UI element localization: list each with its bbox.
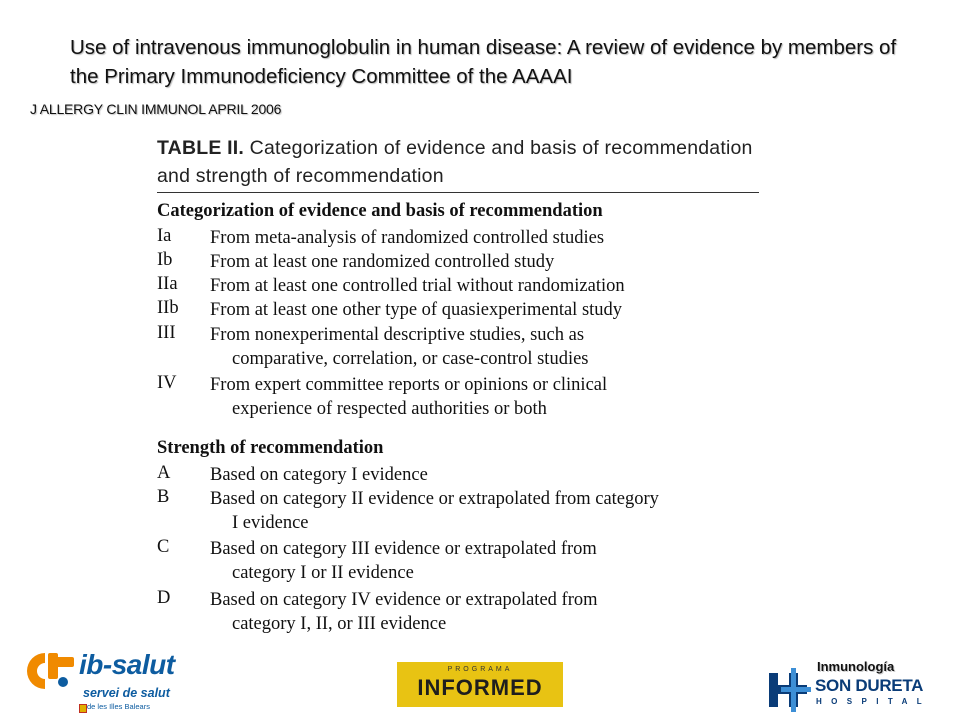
row-code: III <box>157 323 176 343</box>
hospital-name: SON DURETA <box>815 676 924 695</box>
row-text <box>210 250 770 274</box>
section-title-strength: Strength of recommendation <box>157 438 384 458</box>
row-line: From at least one controlled trial without randomization <box>210 276 625 296</box>
row-code: A <box>157 463 171 483</box>
informed-programa-label: PROGRAMA <box>447 666 513 673</box>
ibsalut-symbol-icon <box>15 649 77 693</box>
row-text <box>210 373 770 421</box>
row-line: From expert committee reports or opinions or clinical <box>210 375 608 395</box>
row-line-continued: category I, II, or III evidence <box>232 614 447 634</box>
row-line: Based on category II evidence or extrapolated from category <box>210 489 659 509</box>
row-text <box>210 226 770 250</box>
balearic-flag-icon <box>79 704 87 713</box>
row-text <box>210 537 770 585</box>
row-code: Ib <box>157 250 173 270</box>
row-code: Ia <box>157 226 172 246</box>
table-label: TABLE II. <box>157 137 245 159</box>
informed-wordmark: INFORMED <box>417 675 543 700</box>
department-label: Inmunología <box>817 659 895 674</box>
row-code: IV <box>157 373 177 393</box>
row-text <box>210 463 770 487</box>
row-line: From nonexperimental descriptive studies, such as <box>210 325 585 345</box>
row-text <box>210 487 770 535</box>
row-code: D <box>157 588 171 608</box>
row-code: IIb <box>157 298 179 318</box>
row-text <box>210 588 770 636</box>
row-line-continued: experience of respected authorities or both <box>232 399 547 419</box>
journal-citation: J ALLERGY CLIN IMMUNOL APRIL 2006 <box>30 101 282 117</box>
row-line: Based on category I evidence <box>210 465 428 485</box>
row-code: IIa <box>157 274 178 294</box>
ibsalut-region: de les Illes Balears <box>87 702 150 711</box>
row-code: C <box>157 537 170 557</box>
row-code: B <box>157 487 170 507</box>
row-line-continued: comparative, correlation, or case-control studies <box>232 349 589 369</box>
row-text <box>210 298 770 322</box>
row-line: Based on category IV evidence or extrapolated from <box>210 590 598 610</box>
row-line: Based on category III evidence or extrapolated from <box>210 539 597 559</box>
row-line: From meta-analysis of randomized controlled studies <box>210 228 605 248</box>
ibsalut-subtitle: servei de salut <box>83 686 170 700</box>
ibsalut-logo <box>15 647 175 715</box>
son-dureta-logo <box>765 659 932 715</box>
row-line: From at least one other type of quasiexperimental study <box>210 300 623 320</box>
slide-title: Use of intravenous immunoglobulin in human disease: A review of evidence by members of the Primary Immunodeficiency Committee of the AAAAI <box>70 36 897 88</box>
row-line: From at least one randomized controlled study <box>210 252 555 272</box>
row-line-continued: I evidence <box>232 513 309 533</box>
informed-logo <box>397 662 563 707</box>
row-line-continued: category I or II evidence <box>232 563 414 583</box>
table-rule <box>157 192 759 193</box>
table-caption: Categorization of evidence and basis of recommendation and strength of recommendation <box>157 137 753 187</box>
hospital-cross-icon <box>765 667 811 713</box>
hospital-label: HOSPITAL <box>816 697 932 706</box>
section-title-categorization: Categorization of evidence and basis of recommendation <box>157 201 603 221</box>
row-text <box>210 274 770 298</box>
ibsalut-wordmark: ib-salut <box>79 649 175 680</box>
row-text <box>210 323 770 371</box>
table-heading <box>157 134 777 190</box>
